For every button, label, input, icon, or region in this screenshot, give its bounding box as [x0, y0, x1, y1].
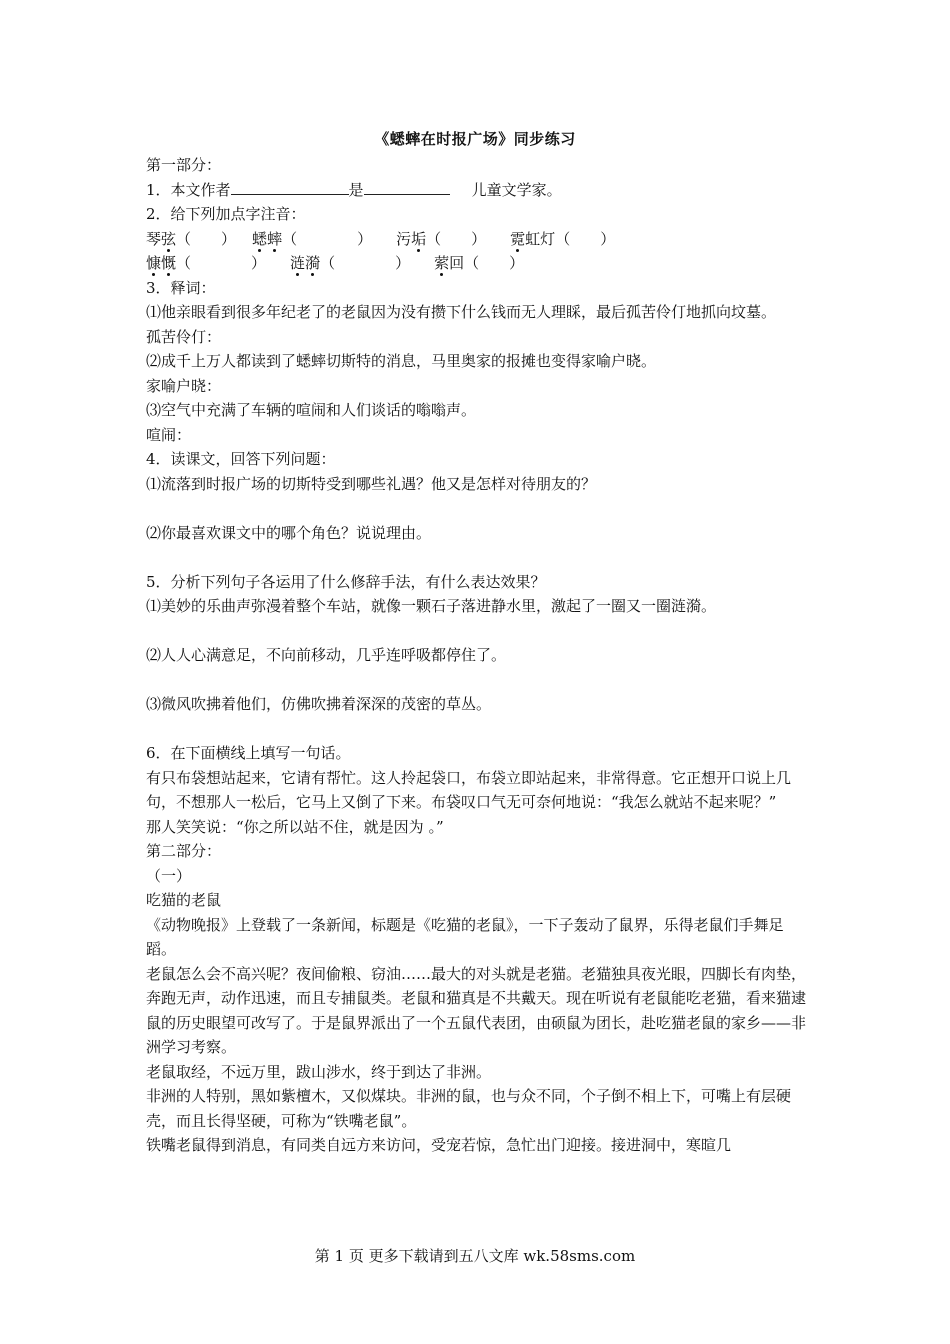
answer-space: [146, 619, 810, 644]
story-paragraph: 非洲的人特别，黑如紫檀木，又似煤块。非洲的鼠，也与众不同，个子倒不相上下，可嘴上有层硬壳，而且长得坚硬，可称为“铁嘴老鼠”。: [146, 1087, 792, 1130]
nationality-blank: [364, 179, 450, 195]
dotted-character: 蟀: [267, 229, 283, 248]
section-number: （一）: [146, 866, 192, 885]
pinyin-answer-blank: （ ）: [464, 254, 525, 272]
pinyin-item: [252, 227, 372, 252]
question-3-word-2: 家喻户晓：: [146, 376, 222, 395]
question-3-word-3: 喧闹：: [146, 425, 192, 444]
question-2-label: 2．给下列加点字注音：: [146, 205, 306, 223]
pinyin-answer-blank: （ ）: [282, 229, 373, 248]
question-3-word-1: 孤苦伶仃：: [146, 327, 222, 346]
pinyin-row-1: [146, 227, 810, 252]
pinyin-item: [434, 251, 524, 276]
question-3-item-2: ⑵成千上万人都读到了蟋蟀切斯特的消息，马里奥家的报摊也变得家喻户晓。: [146, 352, 657, 370]
pinyin-answer-blank: （ ）: [176, 254, 267, 272]
pinyin-answer-blank: （ ）: [426, 229, 487, 248]
answer-space: [146, 545, 810, 570]
question-5-item-2: ⑵人人心满意足，不向前移动，几乎连呼吸都停住了。: [146, 646, 507, 664]
question-3-label: 3．释词：: [146, 278, 216, 297]
question-5-label: 5．分析下列句子各运用了什么修辞手法，有什么表达效果？: [146, 572, 546, 591]
document-body: [146, 153, 810, 1158]
part-one-heading: 第一部分：: [146, 156, 222, 174]
question-4-label: 4．读课文，回答下列问题：: [146, 450, 336, 468]
question-6-label: 6．在下面横线上填写一句话。: [146, 744, 351, 762]
pinyin-item: [510, 227, 615, 252]
author-blank: [231, 179, 349, 195]
pinyin-answer-blank: （ ）: [555, 229, 616, 248]
pinyin-row-2: [146, 251, 810, 276]
question-3-item-1: ⑴他亲眼看到很多年纪老了的老鼠因为没有攒下什么钱而无人理睬，最后孤苦伶仃地抓向坟墓。: [146, 303, 777, 321]
character: 污: [396, 229, 412, 248]
dotted-character: 霓: [510, 229, 526, 248]
question-4-item-1: ⑴流落到时报广场的切斯特受到哪些礼遇？他又是怎样对待朋友的？: [146, 474, 597, 493]
pinyin-item: [290, 251, 410, 276]
dotted-character: 漪: [305, 254, 321, 272]
dotted-character: 弦: [161, 229, 177, 248]
question-3-item-3: ⑶空气中充满了车辆的喧闹和人们谈话的嗡嗡声。: [146, 401, 477, 419]
page-footer: 第 1 页 更多下载请到五八文库 wk.58sms.com: [314, 1247, 636, 1265]
story-paragraph: 《动物晚报》上登载了一条新闻，标题是《吃猫的老鼠》，一下子轰动了鼠界，乐得老鼠们手舞足蹈。: [146, 915, 784, 958]
question-1: [146, 178, 810, 203]
question-4-item-2: ⑵你最喜欢课文中的哪个角色？说说理由。: [146, 523, 432, 542]
pinyin-item: [146, 251, 266, 276]
dotted-character: 垢: [411, 229, 427, 248]
page-title: 《蟋蟀在时报广场》同步练习: [374, 130, 576, 148]
dotted-character: 萦: [434, 254, 450, 272]
pinyin-item: [146, 227, 236, 252]
question-1-suffix: 儿童文学家。: [471, 180, 562, 199]
question-1-mid: 是: [348, 180, 364, 199]
question-1-prefix: 1．本文作者: [146, 180, 231, 199]
story-paragraph: 老鼠取经，不远万里，跋山涉水，终于到达了非洲。: [146, 1062, 492, 1081]
story-title: 吃猫的老鼠: [146, 891, 222, 909]
question-5-item-1: ⑴美妙的乐曲声弥漫着整个车站，就像一颗石子落进静水里，激起了一圈又一圈涟漪。: [146, 597, 717, 615]
dotted-character: 慨: [161, 254, 177, 272]
dotted-character: 涟: [290, 254, 306, 272]
answer-space: [146, 496, 810, 521]
question-5-item-3: ⑶微风吹拂着他们，仿佛吹拂着深深的茂密的草丛。: [146, 695, 492, 713]
character: 虹: [525, 229, 541, 248]
character: 灯: [540, 229, 556, 248]
part-two-heading: 第二部分：: [146, 842, 222, 860]
question-6-paragraph: 有只布袋想站起来，它请有帮忙。这人拎起袋口，布袋立即站起来，非常得意。它正想开口说上几句，不想那人一松后，它马上又倒了下来。布袋叹口气无可奈何地说：“我怎么就站不起来呢？”: [146, 768, 792, 811]
answer-space: [146, 717, 810, 742]
character: 琴: [146, 229, 162, 248]
character: 回: [449, 254, 465, 272]
dotted-character: 蟋: [252, 229, 268, 248]
story-paragraph: 铁嘴老鼠得到消息，有同类自远方来访问，受宠若惊，急忙出门迎接。接进洞中，寒暄几: [146, 1136, 732, 1154]
pinyin-answer-blank: （ ）: [176, 229, 237, 248]
pinyin-item: [396, 227, 486, 252]
dotted-character: 慷: [146, 254, 162, 272]
question-6-reply: 那人笑笑说：“你之所以站不住，就是因为 。”: [146, 817, 444, 836]
story-paragraph: 老鼠怎么会不高兴呢？夜间偷粮、窃油……最大的对头就是老猫。老猫独具夜光眼，四脚长有肉垫，奔跑无声，动作迅速，而且专捕鼠类。老鼠和猫真是不共戴天。现在听说有老鼠能吃老猫，看来猫逮鼠的历史眼望可改写了。于是鼠界派出了一个五鼠代表团，由硕鼠为团长，赴吃猫老鼠的家乡——非洲学习考察。: [146, 964, 807, 1056]
answer-space: [146, 668, 810, 693]
pinyin-answer-blank: （ ）: [320, 254, 411, 272]
